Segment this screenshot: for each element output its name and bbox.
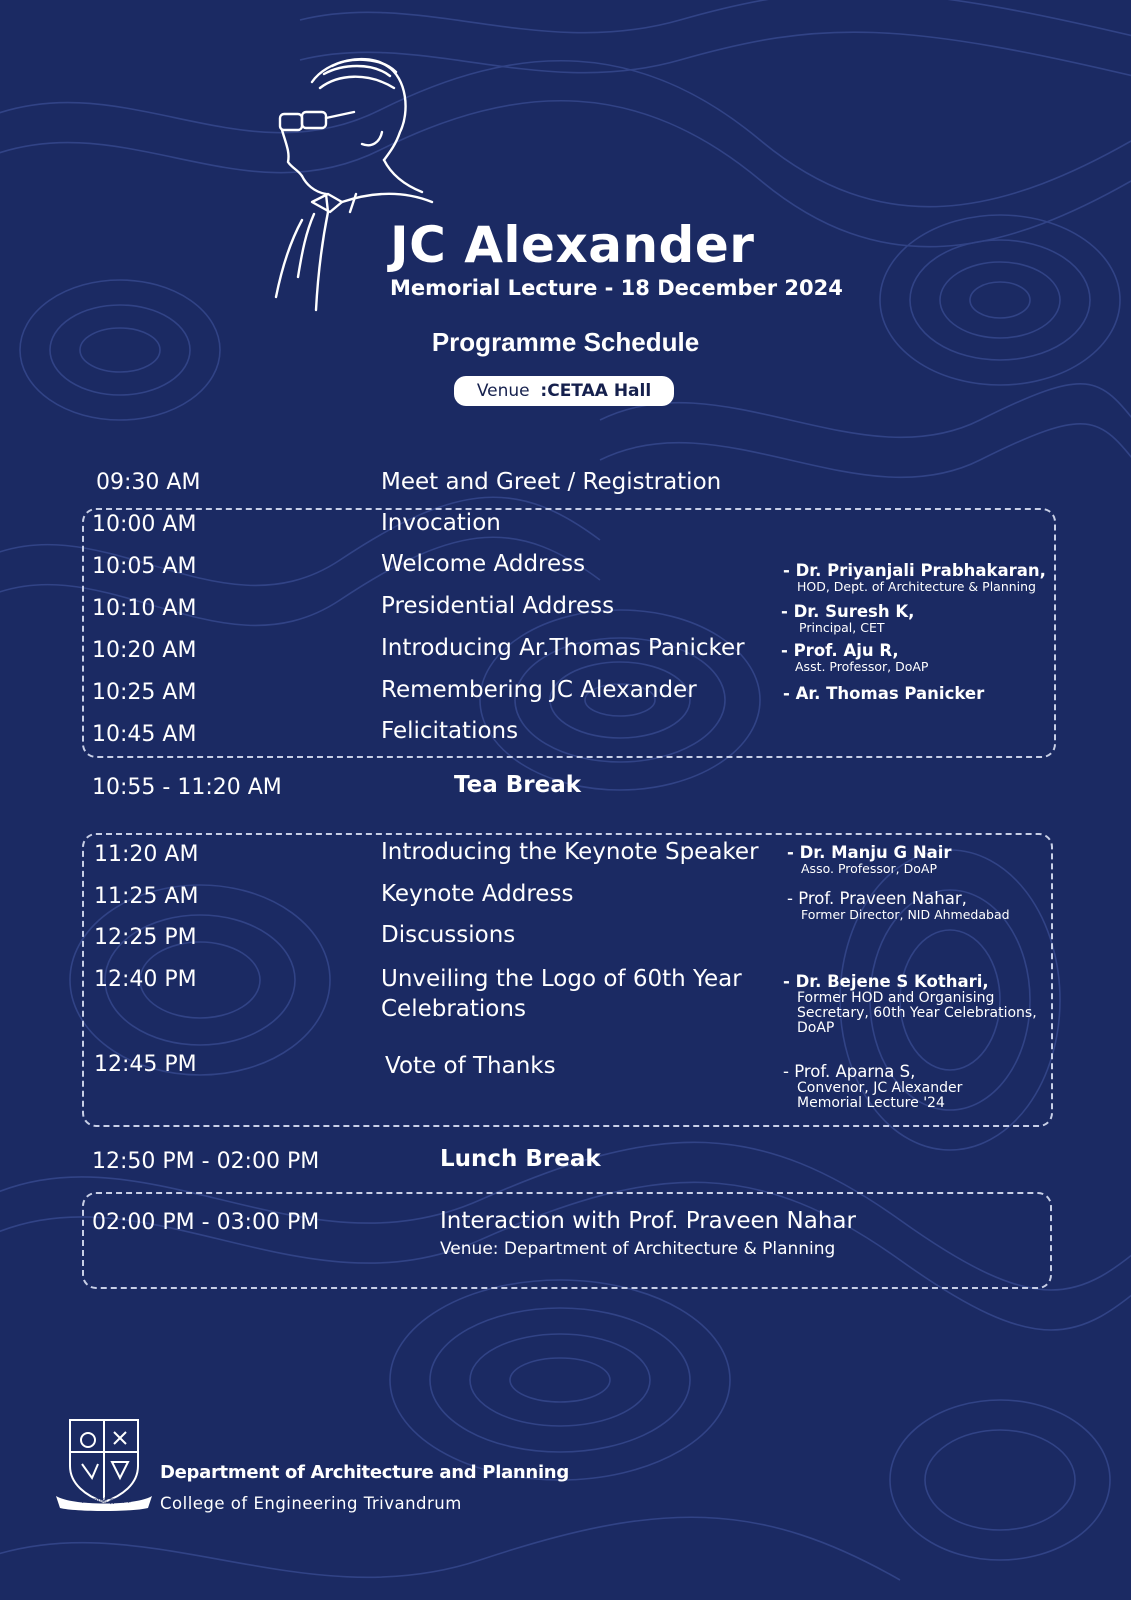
session1-event: Remembering JC Alexander [381,677,697,703]
speaker-name: - Dr. Suresh K, [781,602,915,621]
pre-event: Meet and Greet / Registration [381,469,722,495]
event-title: JC Alexander [390,216,755,274]
event-subtitle: Memorial Lecture - 18 December 2024 [390,276,843,300]
pre-time: 09:30 AM [96,470,201,495]
venue-badge [454,376,674,406]
speaker-name: - Prof. Praveen Nahar, [787,889,967,908]
session2-time: 12:40 PM [94,967,197,992]
session1-event: Presidential Address [381,593,615,619]
session2-time: 11:20 AM [94,842,199,867]
session2-event: Vote of Thanks [385,1053,556,1079]
lunch-time: 12:50 PM - 02:00 PM [92,1149,320,1174]
session2-event: Unveiling the Logo of 60th Year Celebrations [381,966,742,1022]
session2-time: 12:45 PM [94,1052,197,1077]
session1-event: Introducing Ar.Thomas Panicker [381,635,745,661]
speaker-role: Principal, CET [799,620,885,635]
portrait-illustration [272,52,452,314]
speaker-name: - Dr. Priyanjali Prabhakaran, [783,561,1046,580]
speaker-name: - Prof. Aju R, [781,641,899,660]
interaction-venue: Venue: Department of Architecture & Planning [440,1239,836,1259]
speaker-name: - Dr. Bejene S Kothari, [783,972,989,991]
speaker [781,602,914,635]
session2-event: Introducing the Keynote Speaker [381,839,759,865]
speaker-role: Former Director, NID Ahmedabad [801,907,1010,922]
session1-time: 10:45 AM [92,722,197,747]
venue-value: :CETAA Hall [540,381,652,401]
session1-event: Invocation [381,510,501,536]
session1-time: 10:20 AM [92,638,197,663]
interaction-event: Interaction with Prof. Praveen Nahar [440,1208,856,1234]
speaker [783,1062,997,1111]
session1-time: 10:00 AM [92,512,197,537]
venue-label: Venue [476,381,530,401]
emblem-motto: कर्म ज्यायो ह्यकर्मणः [79,1497,131,1505]
interaction-time: 02:00 PM - 03:00 PM [92,1210,320,1235]
speaker [783,684,984,703]
session2-time: 12:25 PM [94,925,197,950]
speaker [787,889,1010,922]
college-name: College of Engineering Trivandrum [160,1494,462,1513]
speaker-name: - Prof. Aparna S, [783,1062,916,1081]
session1-event: Felicitations [381,718,519,744]
department-name: Department of Architecture and Planning [160,1462,569,1483]
speaker [783,561,1046,594]
programme-heading: Programme Schedule [431,327,700,357]
speaker [781,641,928,674]
speaker-name: - Dr. Manju G Nair [787,843,952,862]
speaker-role: Former HOD and Organising Secretary, 60th Year Celebrations, DoAP [797,990,1037,1036]
speaker-role: HOD, Dept. of Architecture & Planning [797,579,1036,594]
session1-time: 10:25 AM [92,680,197,705]
session1-time: 10:10 AM [92,596,197,621]
speaker-role: Asso. Professor, DoAP [801,861,937,876]
speaker [787,843,952,876]
session2-event: Discussions [381,922,516,948]
speaker-role: Convenor, JC Alexander Memorial Lecture '24 [797,1080,963,1111]
speaker [783,972,1057,1036]
speaker-name: - Ar. Thomas Panicker [783,684,985,703]
session2-event: Keynote Address [381,881,574,907]
session1-event: Welcome Address [381,551,586,577]
tea-time: 10:55 - 11:20 AM [92,775,282,800]
lunch-break-label: Lunch Break [440,1146,601,1172]
tea-break-label: Tea Break [454,772,582,798]
session2-time: 11:25 AM [94,884,199,909]
session1-time: 10:05 AM [92,554,197,579]
speaker-role: Asst. Professor, DoAP [795,659,929,674]
